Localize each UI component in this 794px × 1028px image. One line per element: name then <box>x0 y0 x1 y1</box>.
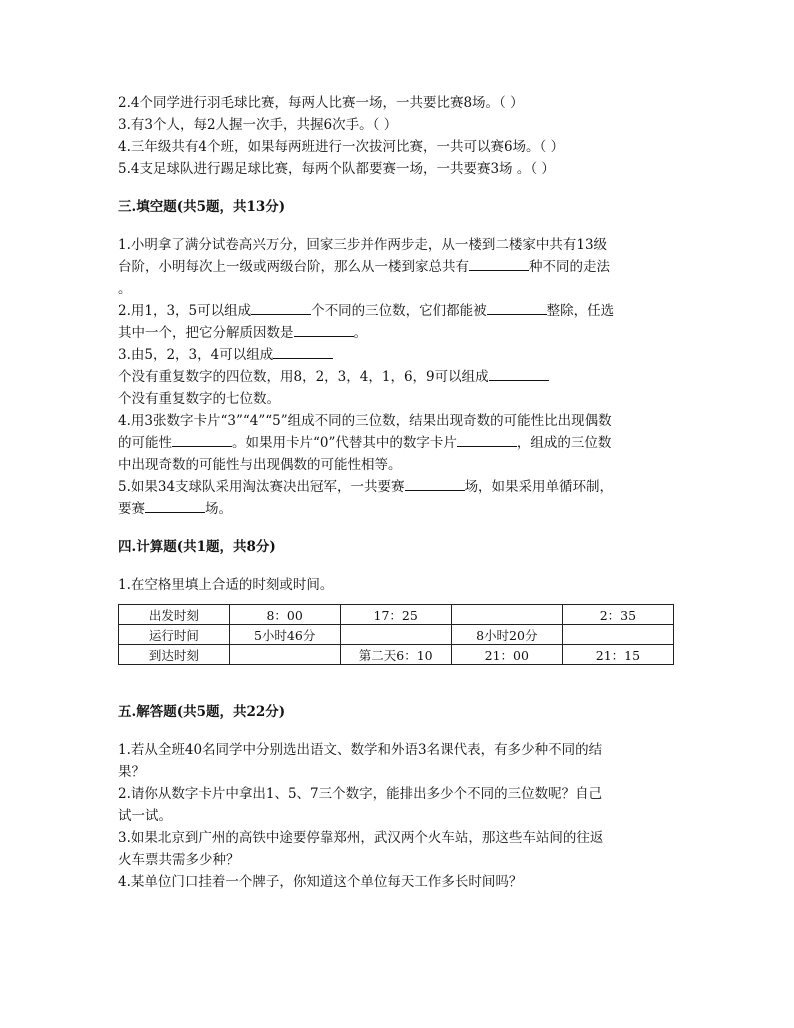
table-cell: 21：15 <box>562 645 673 665</box>
fill-q1-line2: 台阶，小明每次上一级或两级台阶，那么从一楼到家总共有 种不同的走法 <box>118 256 678 278</box>
solve-q1-line2: 果？ <box>118 764 145 780</box>
judge-item-3: 3.有3个人，每2人握一次手，共握6次手。（ ） <box>118 117 398 133</box>
table-row <box>119 605 674 625</box>
table-cell: 21：00 <box>451 645 562 665</box>
fill-q2-line2: 其中一个，把它分解质因数是 。 <box>118 322 678 344</box>
answer-blank[interactable] <box>273 344 333 359</box>
section-5-title: 五.解答题(共5题，共22分) <box>118 704 286 720</box>
answer-blank[interactable] <box>489 366 549 381</box>
fill-q3-line3: 个没有重复数字的七位数。 <box>118 391 280 407</box>
fill-q5-line2: 要赛 场。 <box>118 498 678 520</box>
section-3-title: 三.填空题(共5题，共13分) <box>118 199 286 215</box>
table-cell[interactable] <box>451 605 562 625</box>
fill-q3-line2: 个没有重复数字的四位数，用8，2，3，4，1，6，9可以组成 <box>118 366 678 388</box>
fill-q4-line1: 4.用3张数字卡片“3”“4”“5”组成不同的三位数，结果出现奇数的可能性比出现偶数 <box>118 413 612 429</box>
fill-q1-line3: 。 <box>118 281 132 297</box>
fill-q4-line3: 中出现奇数的可能性与出现偶数的可能性相等。 <box>118 457 402 473</box>
section-4-title: 四.计算题(共1题，共8分) <box>118 539 276 555</box>
table-row <box>119 645 674 665</box>
table-cell: 5小时46分 <box>229 625 340 645</box>
answer-blank[interactable] <box>487 300 547 315</box>
fill-q3-line1: 3.由5，2，3，4可以组成 <box>118 344 678 366</box>
calc-q1: 1.在空格里填上合适的时刻或时间。 <box>118 577 334 593</box>
timetable <box>118 604 674 665</box>
solve-q1-line1: 1.若从全班40名同学中分别选出语文、数学和外语3名课代表，有多少种不同的结 <box>118 742 603 758</box>
answer-blank[interactable] <box>145 498 205 513</box>
solve-q2-line1: 2.请你从数字卡片中拿出1、5、7三个数字，能排出多少个不同的三位数呢？自己 <box>118 786 603 802</box>
table-cell[interactable] <box>562 625 673 645</box>
table-row <box>119 625 674 645</box>
table-cell: 运行时间 <box>119 625 230 645</box>
table-cell[interactable] <box>229 645 340 665</box>
fill-q2-line1: 2.用1，3，5可以组成 个不同的三位数，它们都能被 整除，任选 <box>118 300 678 322</box>
judge-item-5: 5.4支足球队进行踢足球比赛，每两个队都要赛一场，一共要赛3场 。（ ） <box>118 161 555 177</box>
table-cell: 2：35 <box>562 605 673 625</box>
solve-q3-line1: 3.如果北京到广州的高铁中途要停靠郑州，武汉两个火车站，那这些车站间的往返 <box>118 830 604 846</box>
table-cell: 到达时刻 <box>119 645 230 665</box>
fill-q5-line1: 5.如果34支球队采用淘汰赛决出冠军，一共要赛 场，如果采用单循环制， <box>118 476 678 498</box>
solve-q2-line2: 试一试。 <box>118 808 172 824</box>
table-cell: 17：25 <box>340 605 451 625</box>
table-cell: 出发时刻 <box>119 605 230 625</box>
table-cell[interactable] <box>340 625 451 645</box>
exam-content <box>118 92 678 893</box>
fill-q1-line1: 1.小明拿了满分试卷高兴万分，回家三步并作两步走，从一楼到二楼家中共有13级 <box>118 237 608 253</box>
answer-blank[interactable] <box>294 322 354 337</box>
table-cell: 8：00 <box>229 605 340 625</box>
answer-blank[interactable] <box>251 300 311 315</box>
judge-item-4: 4.三年级共有4个班，如果每两班进行一次拔河比赛，一共可以赛6场。（ ） <box>118 139 565 155</box>
answer-blank[interactable] <box>405 476 465 491</box>
answer-blank[interactable] <box>469 256 529 271</box>
table-cell: 8小时20分 <box>451 625 562 645</box>
judge-item-2: 2.4个同学进行羽毛球比赛，每两人比赛一场，一共要比赛8场。（ ） <box>118 95 524 111</box>
answer-blank[interactable] <box>457 432 517 447</box>
solve-q4-line1: 4.某单位门口挂着一个牌子，你知道这个单位每天工作多长时间吗？ <box>118 874 523 890</box>
answer-blank[interactable] <box>172 432 232 447</box>
table-cell: 第二天6：10 <box>340 645 451 665</box>
fill-q4-line2: 的可能性 。如果用卡片“0”代替其中的数字卡片 ，组成的三位数 <box>118 432 678 454</box>
solve-q3-line2: 火车票共需多少种？ <box>118 852 240 868</box>
